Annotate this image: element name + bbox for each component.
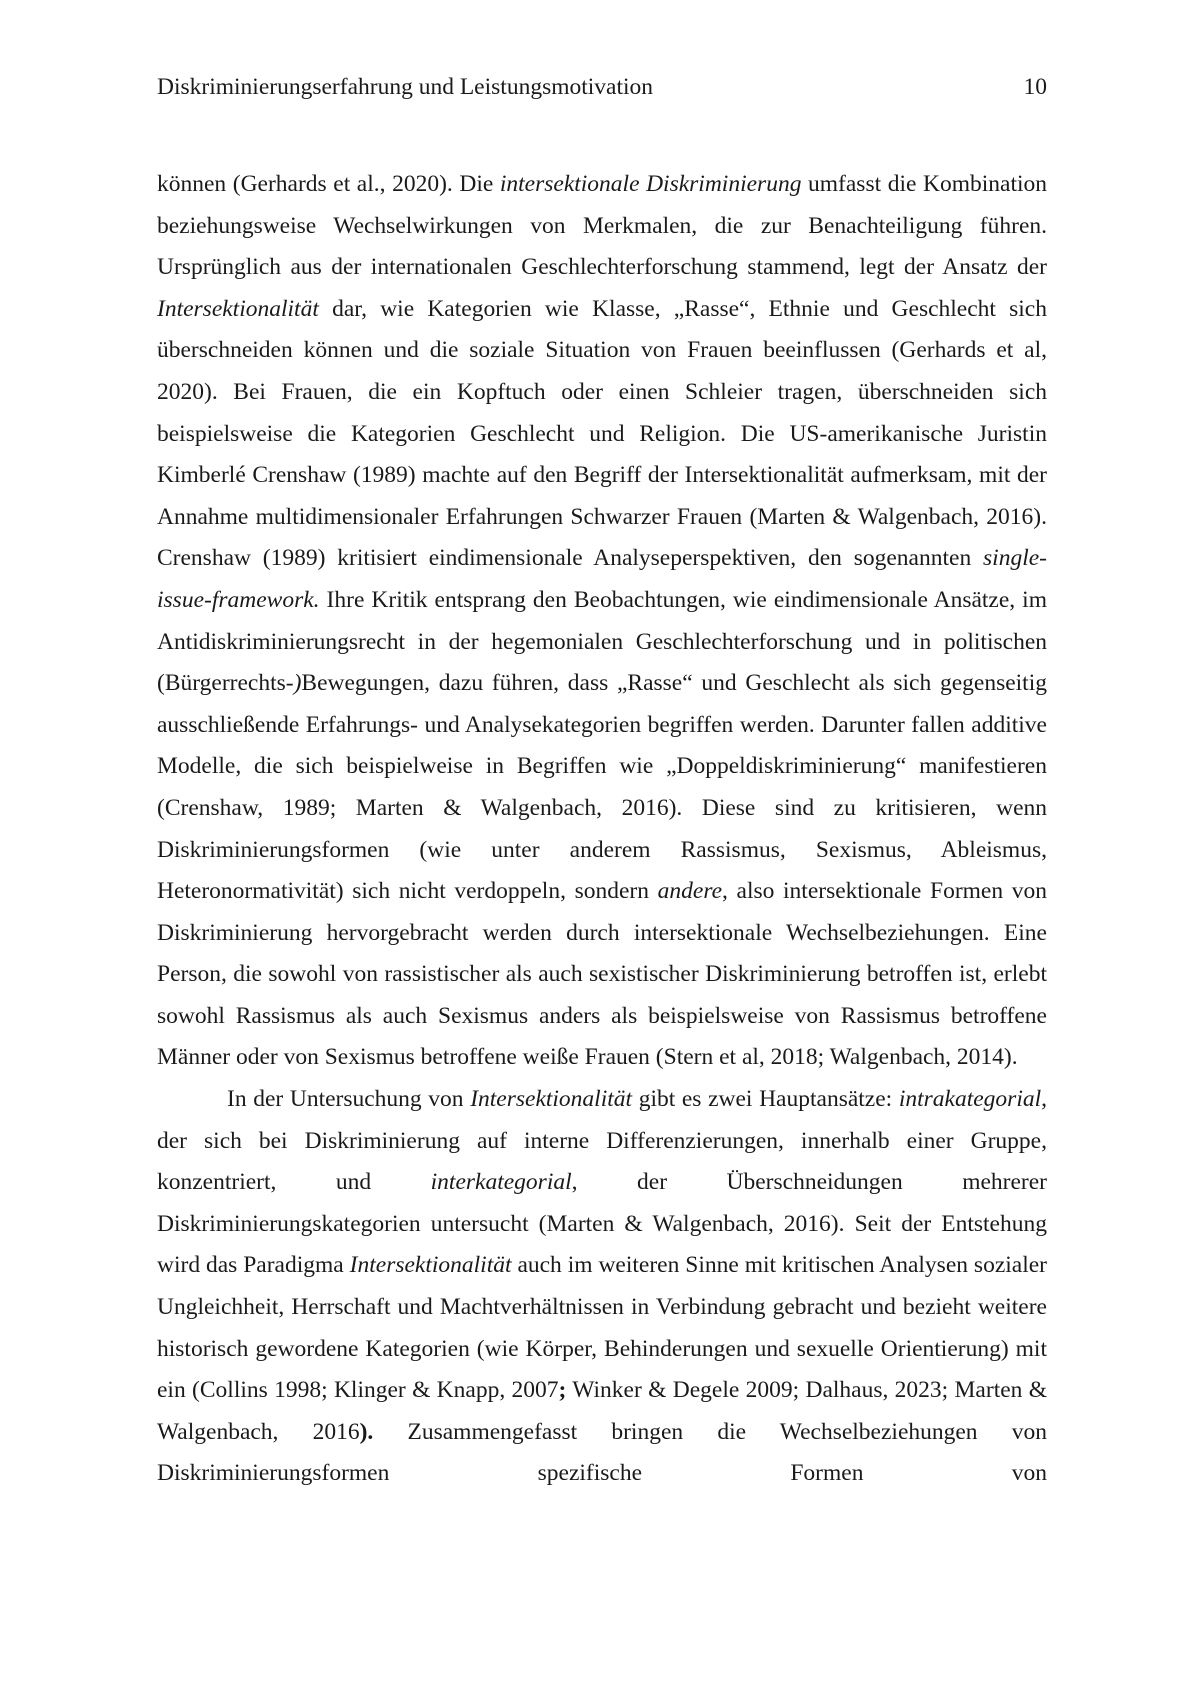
bold-punctuation: ). <box>359 1418 374 1445</box>
paragraph <box>157 1079 1047 1495</box>
text-run: können (Gerhards et al., 2020). Die <box>157 171 500 197</box>
page-number: 10 <box>1023 74 1047 100</box>
text-run: Winker & Degele 2009; Dalhaus, 2023; Marten & Walgenbach, 2016 <box>157 1377 1048 1445</box>
bold-punctuation: ; <box>558 1377 567 1404</box>
text-run: gibt es zwei Hauptansätze: <box>632 1086 899 1113</box>
text-run: , der sich bei Diskriminierung auf interne Differenzierungen, innerhalb einer Gruppe, konzentriert, und <box>157 1086 1047 1196</box>
italic-paren: ) <box>293 670 302 697</box>
italic-term: Intersektionalität <box>470 1086 633 1113</box>
italic-term: andere <box>657 878 723 905</box>
italic-term: intrakategorial <box>898 1086 1042 1113</box>
italic-term: Intersektionalität <box>349 1252 512 1279</box>
page-body <box>157 164 1047 1495</box>
italic-term: single-issue-framework. <box>157 545 1047 613</box>
text-run: Bewegungen, dazu führen, dass „Rasse“ und Geschlecht als sich gegenseitig ausschließende Erfahrungs- und Analysekategorien begriffen werden. Darunter fallen additive Modelle, die sich beispielweise in Begriffen wie „Doppeldiskriminierung“ manifestieren (Crenshaw, 1989; Marten & Walgenbach, 2016). Diese sind zu kritisieren, wenn Diskriminierungsformen (wie unter anderem Rassismus, Sexismus, Ableismus, Heteronormativität) sich nicht verdoppeln, sondern <box>157 670 1047 905</box>
paragraph <box>157 164 1047 1079</box>
text-run: auch im weiteren Sinne mit kritischen Analysen sozialer Ungleichheit, Herrschaft und Machtverhältnissen in Verbindung gebracht und bezieht weitere historisch gewordene Kategorien (wie Körper, Behinderungen und sexuelle Orientierung) mit ein (Collins 1998; Klinger & Knapp, 2007 <box>157 1252 1047 1404</box>
text-run: umfasst die Kombination beziehungsweise Wechselwirkungen von Merkmalen, die zur Benachteiligung führen. Ursprünglich aus der internationalen Geschlechterforschung stammend, legt der Ansatz der <box>157 171 1047 281</box>
italic-term: intersektionale Diskriminierung <box>499 171 802 197</box>
text-run: dar, wie Kategorien wie Klasse, „Rasse“, Ethnie und Geschlecht sich überschneiden können und die soziale Situation von Frauen beeinflussen (Gerhards et al, 2020). Bei Frauen, die ein Kopftuch oder einen Schleier tragen, überschneiden sich beispielsweise die Kategorien Geschlecht und Religion. Die US-amerikanische Juristin Kimberlé Crenshaw (1989) machte auf den Begriff der Intersektionalität aufmerksam, mit der Annahme multidimensionaler Erfahrungen Schwarzer Frauen (Marten & Walgenbach, 2016). Crenshaw (1989) kritisiert eindimensionale Analyseperspektiven, den sogenannten <box>157 295 1047 572</box>
italic-term: interkategorial <box>430 1169 572 1196</box>
text-run: , also intersektionale Formen von Diskriminierung hervorgebracht werden durch intersektionale Wechselbeziehungen. Eine Person, die sowohl von rassistischer als auch sexistischer Diskriminierung betroffen ist, erlebt sowohl Rassismus als auch Sexismus anders als beispielsweise von Rassismus betroffene Männer oder von Sexismus betroffene weiße Frauen (Stern et al, 2018; Walgenbach, 2014). <box>157 878 1047 1071</box>
text-run: Ihre Kritik entsprang den Beobachtungen, wie eindimensionale Ansätze, im Antidiskriminierungsrecht in der hegemonialen Geschlechterforschung und in politischen (Bürgerrechts- <box>157 586 1047 697</box>
running-head <box>157 72 1047 102</box>
italic-term: Intersektionalität <box>157 295 319 322</box>
running-title: Diskriminierungserfahrung und Leistungsmotivation <box>157 74 654 100</box>
text-run: In der Untersuchung von <box>227 1086 471 1113</box>
text-run: Zusammengefasst bringen die Wechselbeziehungen von Diskriminierungsformen spezifische Formen von <box>157 1418 1047 1487</box>
text-run: , der Überschneidungen mehrerer Diskriminierungskategorien untersucht (Marten & Walgenbach, 2016). Seit der Entstehung wird das Paradigma <box>157 1169 1048 1279</box>
